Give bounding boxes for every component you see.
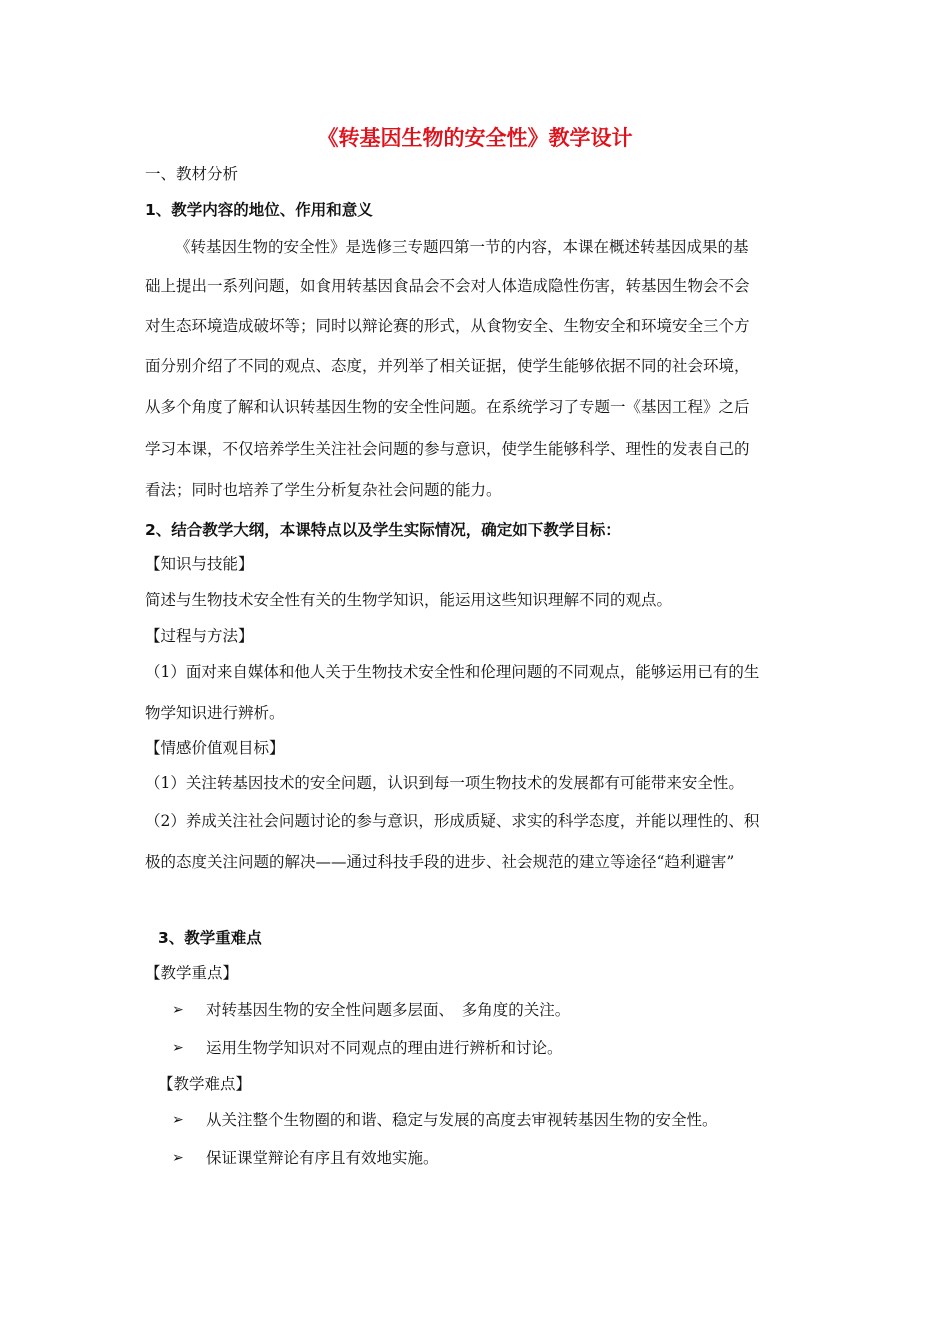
difficult-point-item: 保证课堂辩论有序且有效地实施。 — [206, 1149, 439, 1167]
paragraph-line: 学习本课，不仅培养学生关注社会问题的参与意识，使学生能够科学、理性的发表自己的 — [145, 440, 750, 458]
key-point-item: 运用生物学知识对不同观点的理由进行辨析和讨论。 — [206, 1039, 563, 1057]
knowledge-text: 简述与生物技术安全性有关的生物学知识，能运用这些知识理解不同的观点。 — [145, 591, 673, 609]
paragraph-line: 面分别介绍了不同的观点、态度，并列举了相关证据，使学生能够依据不同的社会环境， — [145, 357, 750, 375]
subsection-heading-content-position: 1、教学内容的地位、作用和意义 — [145, 201, 373, 219]
section-heading-textbook-analysis: 一、教材分析 — [145, 165, 239, 183]
emotion-line: （2）养成关注社会问题讨论的参与意识，形成质疑、求实的科学态度，并能以理性的、积 — [145, 812, 760, 830]
paragraph-line: 础上提出一系列问题，如食用转基因食品会不会对人体造成隐性伤害，转基因生物会不会 — [145, 277, 750, 295]
arrow-bullet-icon: ➢ — [172, 1112, 184, 1128]
label-key-points: 【教学重点】 — [145, 964, 239, 982]
paragraph-line: 《转基因生物的安全性》是选修三专题四第一节的内容，本课在概述转基因成果的基 — [175, 238, 749, 256]
emotion-line: 极的态度关注问题的解决——通过科技手段的进步、社会规范的建立等途径“趋利避害” — [145, 853, 735, 871]
subsection-heading-key-difficult: 3、教学重难点 — [158, 929, 262, 947]
subsection-heading-teaching-goals: 2、结合教学大纲，本课特点以及学生实际情况，确定如下教学目标： — [145, 521, 621, 539]
label-knowledge-skills: 【知识与技能】 — [145, 555, 254, 573]
label-difficult-points: 【教学难点】 — [158, 1075, 252, 1093]
emotion-line: （1）关注转基因技术的安全问题，认识到每一项生物技术的发展都有可能带来安全性。 — [145, 774, 744, 792]
paragraph-line: 对生态环境造成破坏等；同时以辩论赛的形式，从食物安全、生物安全和环境安全三个方 — [145, 317, 750, 335]
process-line: 物学知识进行辨析。 — [145, 704, 285, 722]
paragraph-line: 看法；同时也培养了学生分析复杂社会问题的能力。 — [145, 481, 502, 499]
label-process-methods: 【过程与方法】 — [145, 627, 254, 645]
paragraph-line: 从多个角度了解和认识转基因生物的安全性问题。在系统学习了专题一《基因工程》之后 — [145, 398, 750, 416]
arrow-bullet-icon: ➢ — [172, 1040, 184, 1056]
arrow-bullet-icon: ➢ — [172, 1002, 184, 1018]
document-title: 《转基因生物的安全性》教学设计 — [317, 126, 633, 150]
arrow-bullet-icon: ➢ — [172, 1150, 184, 1166]
key-point-item: 对转基因生物的安全性问题多层面、 多角度的关注。 — [206, 1001, 571, 1019]
difficult-point-item: 从关注整个生物圈的和谐、稳定与发展的高度去审视转基因生物的安全性。 — [206, 1111, 718, 1129]
label-emotion-values: 【情感价值观目标】 — [145, 739, 285, 757]
process-line: （1）面对来自媒体和他人关于生物技术安全性和伦理问题的不同观点，能够运用已有的生 — [145, 663, 760, 681]
